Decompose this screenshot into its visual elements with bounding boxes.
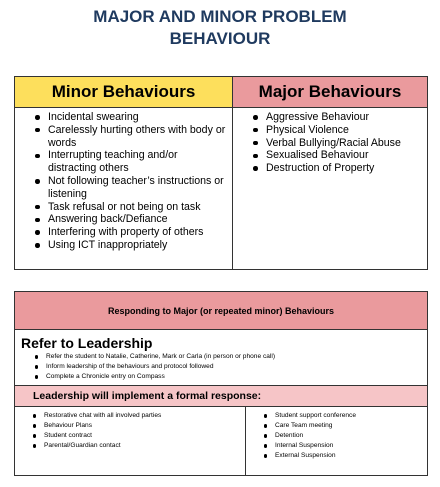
list-item: Aggressive Behaviour	[253, 111, 423, 124]
list-item: Care Team meeting	[264, 421, 423, 431]
leadership-section	[15, 330, 427, 385]
list-item: Student support conference	[264, 411, 423, 421]
response-table	[14, 291, 428, 476]
list-item: External Suspension	[264, 451, 423, 461]
list-item: Parental/Guardian contact	[33, 441, 241, 451]
list-item: Not following teacher’s instructions or listening	[35, 175, 228, 201]
list-item: Sexualised Behaviour	[253, 149, 423, 162]
list-item: Detention	[264, 431, 423, 441]
list-item: Complete a Chronicle entry on Compass	[35, 372, 421, 382]
list-item: Inform leadership of the behaviours and protocol followed	[35, 362, 421, 372]
list-item: Behaviour Plans	[33, 421, 241, 431]
major-behaviours-list	[253, 111, 423, 175]
list-item: Refer the student to Natalie, Catherine, Mark or Carla (in person or phone call)	[35, 352, 421, 362]
list-item: Using ICT inappropriately	[35, 239, 228, 252]
page-title	[0, 6, 440, 50]
list-item: Destruction of Property	[253, 162, 423, 175]
major-behaviours-column	[233, 108, 427, 269]
page-title-line-2: BEHAVIOUR	[169, 29, 271, 48]
list-item: Interrupting teaching and/or distracting others	[35, 149, 228, 175]
list-item: Physical Violence	[253, 124, 423, 137]
leadership-title: Refer to Leadership	[21, 335, 153, 351]
minor-behaviours-column	[15, 108, 233, 269]
list-item: Restorative chat with all involved parties	[33, 411, 241, 421]
behaviour-table	[14, 76, 428, 270]
leadership-list	[21, 352, 421, 382]
list-item: Carelessly hurting others with body or words	[35, 124, 228, 150]
list-item: Answering back/Defiance	[35, 213, 228, 226]
list-item: Incidental swearing	[35, 111, 228, 124]
formal-response-body	[15, 407, 427, 475]
formal-response-left-column	[15, 407, 246, 475]
formal-response-heading: Leadership will implement a formal response:	[15, 385, 427, 407]
major-behaviours-header: Major Behaviours	[233, 77, 427, 107]
behaviour-table-header	[15, 77, 427, 108]
formal-left-list	[33, 411, 241, 451]
page-title-line-1: MAJOR AND MINOR PROBLEM	[93, 7, 347, 26]
list-item: Task refusal or not being on task	[35, 201, 228, 214]
list-item: Student contract	[33, 431, 241, 441]
response-table-header: Responding to Major (or repeated minor) Behaviours	[15, 292, 427, 330]
behaviour-table-body	[15, 108, 427, 269]
minor-behaviours-list	[35, 111, 228, 252]
formal-right-list	[264, 411, 423, 461]
minor-behaviours-header: Minor Behaviours	[15, 77, 233, 107]
list-item: Verbal Bullying/Racial Abuse	[253, 137, 423, 150]
list-item: Internal Suspension	[264, 441, 423, 451]
list-item: Interfering with property of others	[35, 226, 228, 239]
formal-response-right-column	[246, 407, 427, 475]
